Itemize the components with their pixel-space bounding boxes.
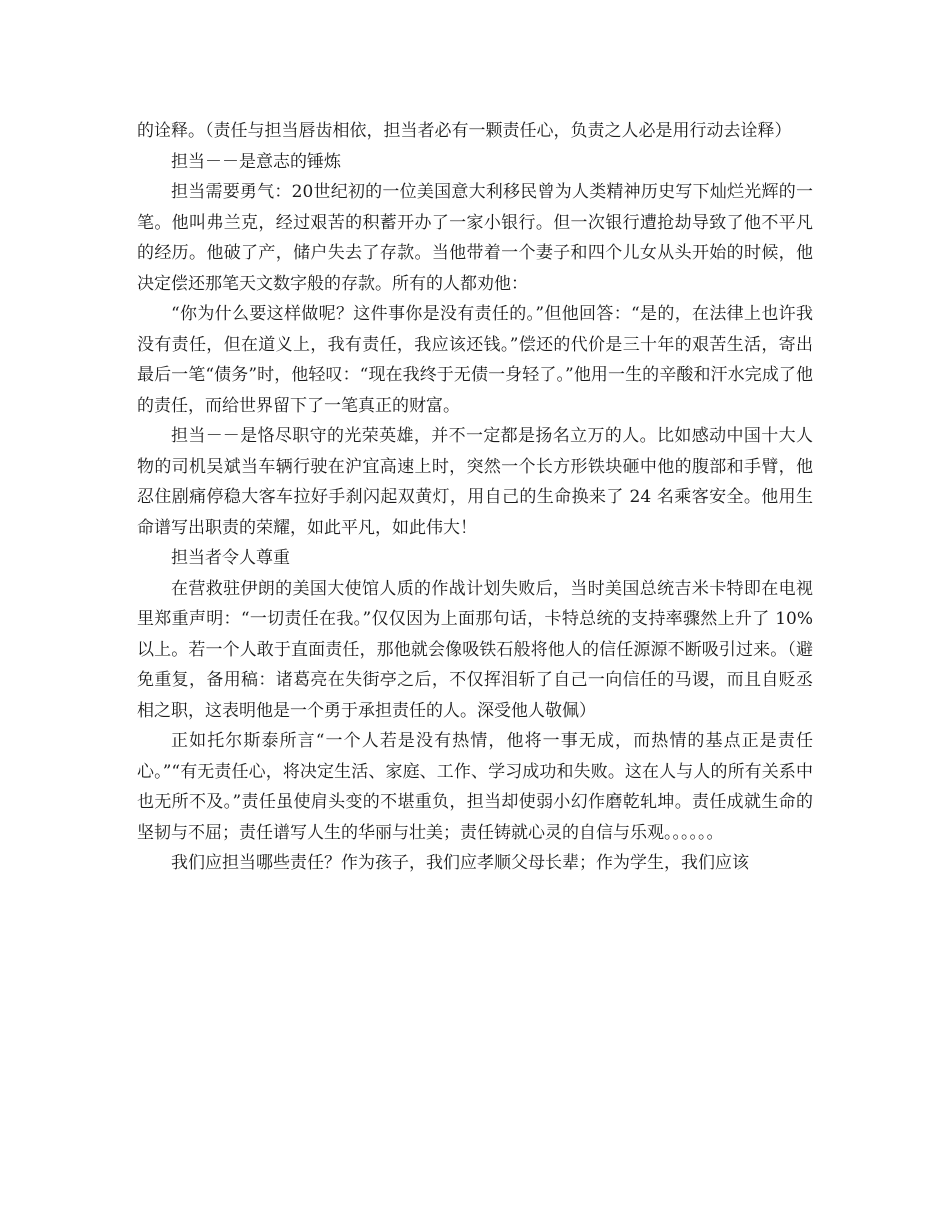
- paragraph-9: 我们应担当哪些责任？作为孩子，我们应孝顺父母长辈；作为学生，我们应该: [171, 853, 749, 873]
- paragraph-2-heading: 担当－－是意志的锤炼: [171, 151, 341, 172]
- paragraph-3: 担当需要勇气：20世纪初的一位美国意大利移民曾为人类精神历史写下灿烂光辉的一笔。他叫弗兰克，经过艰苦的积蓄开办了一家小银行。但一次银行遭抢劫导致了他不平凡的经历。他破了产，储户失去了存款。当他带着一个妻子和四个儿女从头开始的时候，他决定偿还那笔天文数字般的存款。所有的人都劝他：: [137, 182, 813, 294]
- paragraph-7: 在营救驻伊朗的美国大使馆人质的作战计划失败后，当时美国总统吉米卡特即在电视里郑重声明：“一切责任在我。”仅仅因为上面那句话，卡特总统的支持率骤然上升了 10%以上。若一个人敢于直面责任，那他就会像吸铁石般将他人的信任源源不断吸引过来。（避免重复，备用稿：诸葛亮在失街亭之后，不仅挥泪斩了自己一向信任的马谡，而且自贬丞相之职，这表明他是一个勇于承担责任的人。深受他人敬佩）: [137, 578, 813, 721]
- paragraph-4: “你为什么要这样做呢？这件事你是没有责任的。”但他回答：“是的，在法律上也许我没有责任，但在道义上，我有责任，我应该还钱。”偿还的代价是三十年的艰苦生活，寄出最后一笔“债务”时，他轻叹：“现在我终于无债一身轻了。”他用一生的辛酸和汗水完成了他的责任，而给世界留下了一笔真正的财富。: [137, 304, 813, 416]
- document-body: [137, 116, 813, 879]
- paragraph-5: 担当－－是恪尽职守的光荣英雄，并不一定都是扬名立万的人。比如感动中国十大人物的司机吴斌当车辆行驶在沪宜高速上时，突然一个长方形铁块砸中他的腹部和手臂，他忍住剧痛停稳大客车拉好手刹闪起双黄灯，用自己的生命换来了 24 名乘客安全。他用生命谱写出职责的荣耀，如此平凡，如此伟大！: [137, 426, 813, 538]
- paragraph-8: 正如托尔斯泰所言“一个人若是没有热情，他将一事无成，而热情的基点正是责任心。”“有无责任心，将决定生活、家庭、工作、学习成功和失败。这在人与人的所有关系中也无所不及。”责任虽使肩头变的不堪重负，担当却使弱小幻作磨乾轧坤。责任成就生命的坚韧与不屈；责任谱写人生的华丽与壮美；责任铸就心灵的自信与乐观。。。。。。: [137, 731, 813, 843]
- paragraph-6-heading: 担当者令人尊重: [171, 548, 290, 568]
- paragraph-1: 的诠释。（责任与担当唇齿相依，担当者必有一颗责任心，负责之人必是用行动去诠释）: [137, 121, 792, 141]
